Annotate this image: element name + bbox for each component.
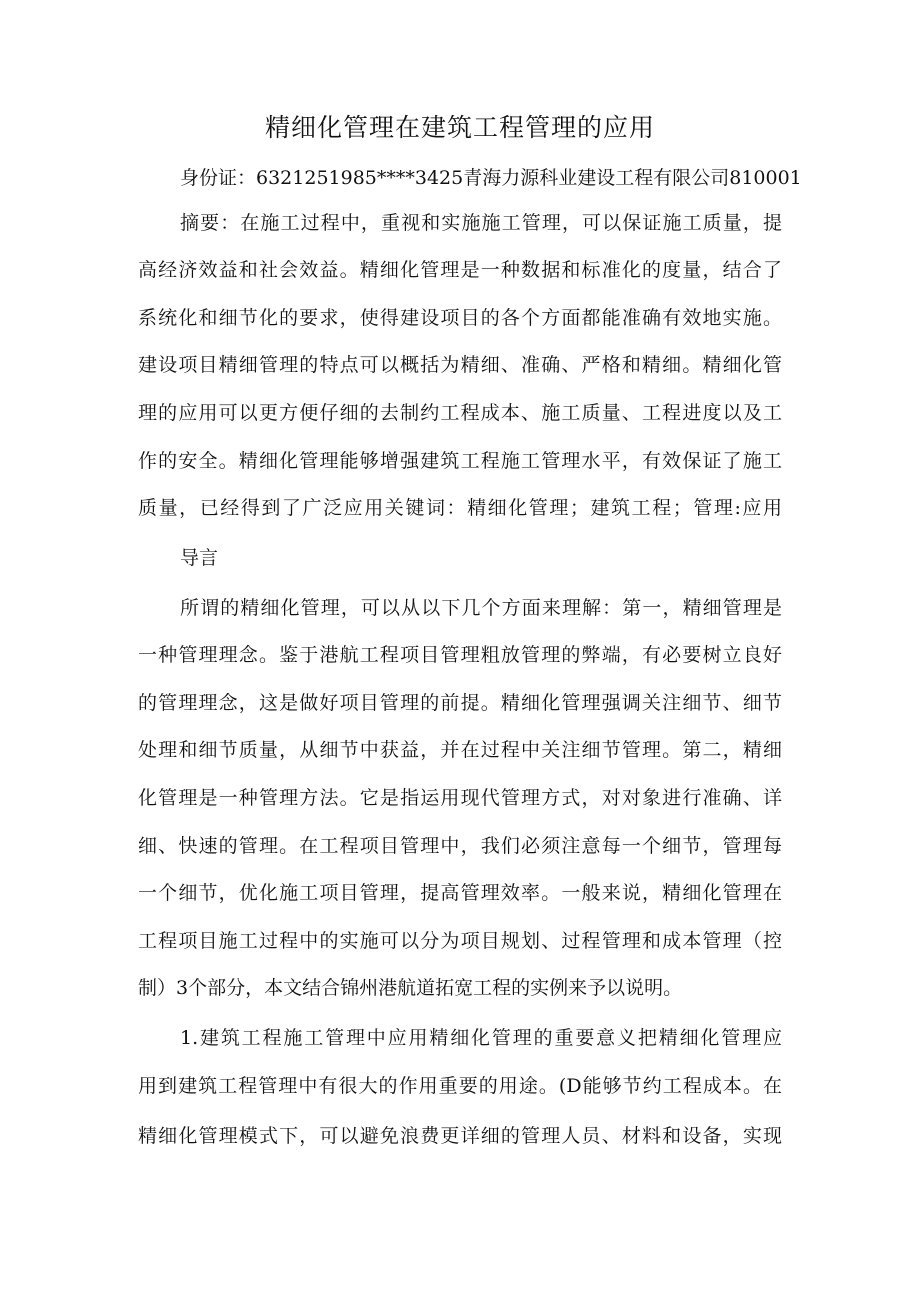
intro-heading: 导言 <box>180 547 219 569</box>
section1-line: 用到建筑工程管理中有很大的作用重要的用途。(D能够节约工程成本。在 <box>138 1075 782 1097</box>
document-title: 精细化管理在建筑工程管理的应用 <box>264 113 655 142</box>
abstract-line: 质量，已经得到了广泛应用关键词：精细化管理；建筑工程；管理:应用 <box>138 497 782 519</box>
intro-line: 的管理理念，这是做好项目管理的前提。精细化管理强调关注细节、细节 <box>138 692 782 714</box>
section1-line: 精细化管理模式下，可以避免浪费更详细的管理人员、材料和设备，实现 <box>138 1125 782 1147</box>
intro-line: 处理和细节质量，从细节中获益，并在过程中关注细节管理。第二，精细 <box>138 739 782 761</box>
abstract-line: 摘要：在施工过程中，重视和实施施工管理，可以保证施工质量，提 <box>180 212 782 234</box>
abstract-line: 理的应用可以更方便仔细的去制约工程成本、施工质量、工程进度以及工 <box>138 402 782 424</box>
intro-line: 工程项目施工过程中的实施可以分为项目规划、过程管理和成本管理（控 <box>138 930 782 952</box>
intro-line: 一个细节，优化施工项目管理，提高管理效率。一般来说，精细化管理在 <box>138 882 782 904</box>
author-line: 身份证：6321251985****3425青海力源科业建设工程有限公司810001 <box>180 167 802 189</box>
abstract-line: 系统化和细节化的要求，使得建设项目的各个方面都能准确有效地实施。 <box>138 307 782 329</box>
abstract-line: 作的安全。精细化管理能够增强建筑工程施工管理水平，有效保证了施工 <box>138 450 782 472</box>
abstract-line: 高经济效益和社会效益。精细化管理是一种数据和标准化的度量，结合了 <box>138 259 782 281</box>
abstract-line: 建设项目精细管理的特点可以概括为精细、准确、严格和精细。精细化管 <box>138 354 782 376</box>
intro-line: 细、快速的管理。在工程项目管理中，我们必须注意每一个细节，管理每 <box>138 835 782 857</box>
intro-line: 一种管理理念。鉴于港航工程项目管理粗放管理的弊端，有必要树立良好 <box>138 644 782 666</box>
intro-line: 化管理是一种管理方法。它是指运用现代管理方式，对对象进行准确、详 <box>138 787 782 809</box>
section1-line: 1.建筑工程施工管理中应用精细化管理的重要意义把精细化管理应 <box>180 1027 782 1049</box>
intro-line: 制）3个部分，本文结合锦州港航道拓宽工程的实例来予以说明。 <box>138 977 683 999</box>
intro-line: 所谓的精细化管理，可以从以下几个方面来理解：第一，精细管理是 <box>180 597 782 619</box>
